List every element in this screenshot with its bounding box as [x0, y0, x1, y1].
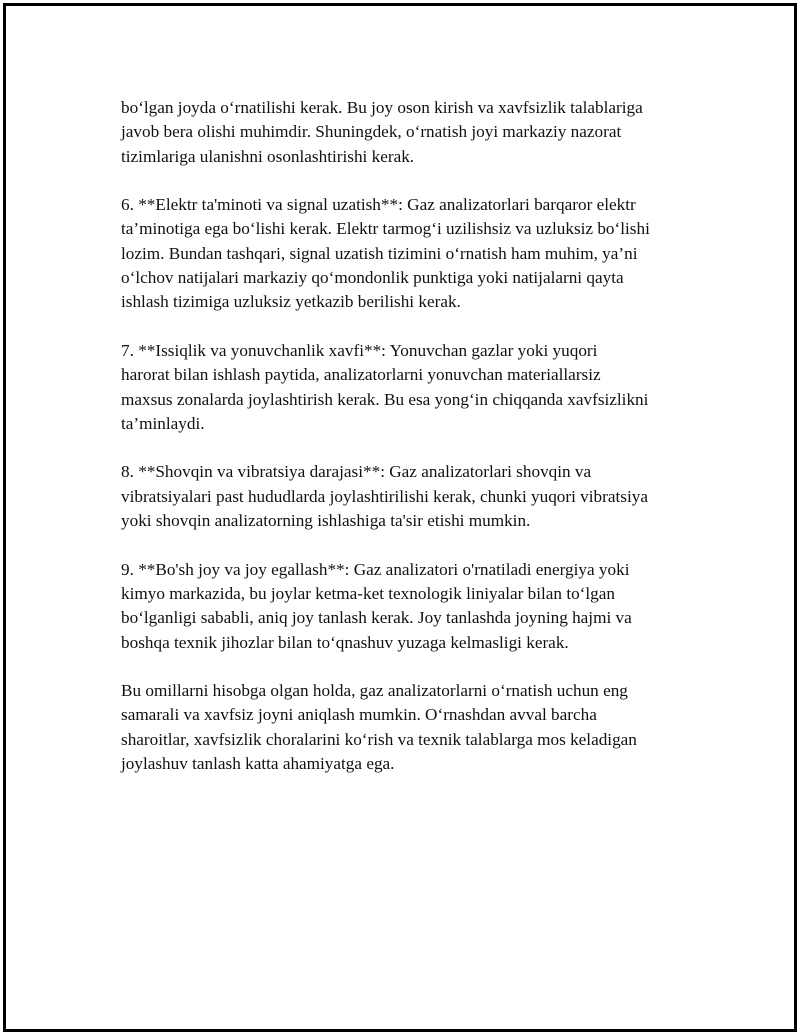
paragraph-conclusion: Bu omillarni hisobga olgan holda, gaz analizatorlarni o‘rnatish uchun eng samarali va xavfsiz joyni aniqlash mumkin. O‘rnashdan avval barcha sharoitlar, xavfsizlik choralarini ko‘rish va texnik talablarga mos keladigan joylashuv tanlash katta ahamiyatga ega. — [121, 681, 637, 774]
document-body — [121, 96, 721, 801]
document-page — [3, 3, 797, 1032]
paragraph-intro-continuation: bo‘lgan joyda o‘rnatilishi kerak. Bu joy oson kirish va xavfsizlik talablariga javob bera olishi muhimdir. Shuningdek, o‘rnatish joyi markaziy nazorat tizimlariga ulanishni osonlashtirishi kerak. — [121, 98, 643, 166]
paragraph-item-8: 8. **Shovqin va vibratsiya darajasi**: Gaz analizatorlari shovqin va vibratsiyalari past hududlarda joylashtirilishi kerak, chunki yuqori vibratsiya yoki shovqin analizatorning ishlashiga ta'sir etishi mumkin. — [121, 462, 648, 531]
paragraph-item-7: 7. **Issiqlik va yonuvchanlik xavfi**: Yonuvchan gazlar yoki yuqori harorat bilan ishlash paytida, analizatorlarni yonuvchan materiallarsiz maxsus zonalarda joylashtirish kerak. Bu esa yong‘in chiqqanda xavfsizlikni ta’minlaydi. — [121, 340, 649, 433]
paragraph-item-6: 6. **Elektr ta'minoti va signal uzatish**: Gaz analizatorlari barqaror elektr ta’minotiga ega bo‘lishi kerak. Elektr tarmog‘i uzilishsiz va uzluksiz bo‘lishi lozim. Bundan tashqari, signal uzatish tizimini o‘rnatish ham muhim, ya’ni o‘lchov natijalari markaziy qo‘mondonlik punktiga yoki natijalarni qayta ishlash tizimiga uzluksiz yetkazib berilishi kerak. — [121, 195, 650, 312]
paragraph-item-9: 9. **Bo'sh joy va joy egallash**: Gaz analizatori o'rnatiladi energiya yoki kimyo markazida, bu joylar ketma-ket texnologik liniyalar bilan to‘lgan bo‘lganligi sababli, aniq joy tanlash kerak. Joy tanlashda joyning hajmi va boshqa texnik jihozlar bilan to‘qnashuv yuzaga kelmasligi kerak. — [121, 559, 632, 652]
